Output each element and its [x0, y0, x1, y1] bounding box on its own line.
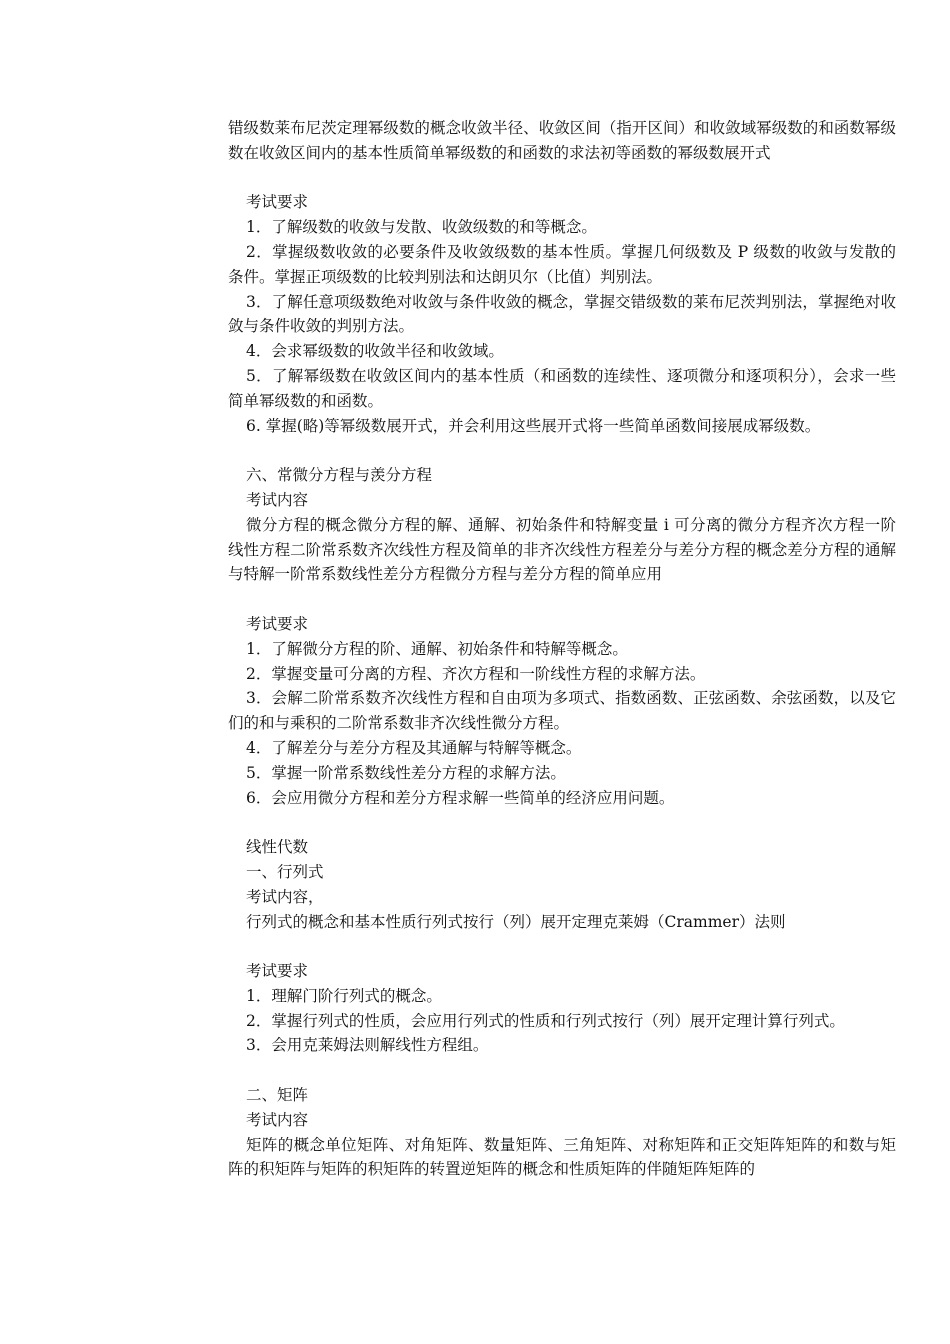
- paragraph: 二、矩阵: [246, 1086, 309, 1105]
- paragraph: 4．了解差分与差分方程及其通解与特解等概念。: [246, 738, 582, 757]
- paragraph: 5．了解幂级数在收敛区间内的基本性质（和函数的连续性、逐项微分和逐项积分），会求一些简单幂级数的和函数。: [228, 366, 896, 410]
- paragraph: 5．掌握一阶常系数线性差分方程的求解方法。: [246, 763, 566, 782]
- paragraph: 6．会应用微分方程和差分方程求解一些简单的经济应用问题。: [246, 788, 675, 807]
- paragraph: 2．掌握变量可分离的方程、齐次方程和一阶线性方程的求解方法。: [246, 664, 706, 683]
- paragraph: 考试内容，: [246, 887, 324, 906]
- paragraph: 2．掌握级数收敛的必要条件及收敛级数的基本性质。掌握几何级数及 P 级数的收敛与发散的条件。掌握正项级数的比较判别法和达朗贝尔（比值）判别法。: [228, 242, 896, 286]
- paragraph: 1．了解微分方程的阶、通解、初始条件和特解等概念。: [246, 639, 628, 658]
- paragraph: 考试要求: [246, 962, 309, 981]
- paragraph: 考试要求: [246, 193, 309, 212]
- paragraph: 3．会用克莱姆法则解线性方程组。: [246, 1036, 489, 1055]
- paragraph: 错级数莱布尼茨定理幂级数的概念收敛半径、收敛区间（指开区间）和收敛域幂级数的和函数幂级数在收敛区间内的基本性质简单幂级数的和函数的求法初等函数的幂级数展开式: [228, 119, 896, 162]
- paragraph: 4．会求幂级数的收敛半径和收敛域。: [246, 342, 504, 361]
- paragraph: 6. 掌握(略)等幂级数展开式，并会利用这些展开式将一些简单函数间接展成幂级数。: [246, 416, 821, 435]
- paragraph-spacer: [228, 934, 896, 959]
- paragraph: 考试内容: [246, 490, 309, 509]
- paragraph: 2．掌握行列式的性质，会应用行列式的性质和行列式按行（列）展开定理计算行列式。: [246, 1011, 845, 1030]
- document-page: [228, 116, 896, 1182]
- paragraph: 一、行列式: [246, 862, 324, 881]
- paragraph: 3．了解任意项级数绝对收敛与条件收敛的概念，掌握交错级数的莱布尼茨判别法，掌握绝对收敛与条件收敛的判别方法。: [228, 292, 896, 336]
- paragraph: 3．会解二阶常系数齐次线性方程和自由项为多项式、指数函数、正弦函数、余弦函数，以及它们的和与乘积的二阶常系数非齐次线性微分方程。: [228, 689, 896, 733]
- paragraph-spacer: [228, 166, 896, 191]
- paragraph: 考试内容: [246, 1110, 309, 1129]
- paragraph: 1．理解门阶行列式的概念。: [246, 986, 442, 1005]
- paragraph: 矩阵的概念单位矩阵、对角矩阵、数量矩阵、三角矩阵、对称矩阵和正交矩阵矩阵的和数与矩阵的积矩阵与矩阵的积矩阵的转置逆矩阵的概念和性质矩阵的伴随矩阵矩阵的: [228, 1135, 896, 1179]
- paragraph: 六、常微分方程与羡分方程: [246, 466, 433, 485]
- paragraph-spacer: [228, 587, 896, 612]
- paragraph-spacer: [228, 1058, 896, 1083]
- paragraph: 微分方程的概念微分方程的解、通解、初始条件和特解变量 i 可分离的微分方程齐次方程一阶线性方程二阶常系数齐次线性方程及简单的非齐次线性方程差分与差分方程的概念差分方程的通解与特解一阶常系数线性差分方程微分方程与差分方程的简单应用: [228, 515, 896, 584]
- paragraph: 考试要求: [246, 614, 309, 633]
- paragraph: 行列式的概念和基本性质行列式按行（列）展开定理克莱姆（Crammer）法则: [246, 912, 786, 931]
- paragraph: 线性代数: [246, 838, 309, 857]
- paragraph-spacer: [228, 810, 896, 835]
- paragraph-spacer: [228, 438, 896, 463]
- paragraph: 1．了解级数的收敛与发散、收敛级数的和等概念。: [246, 218, 597, 237]
